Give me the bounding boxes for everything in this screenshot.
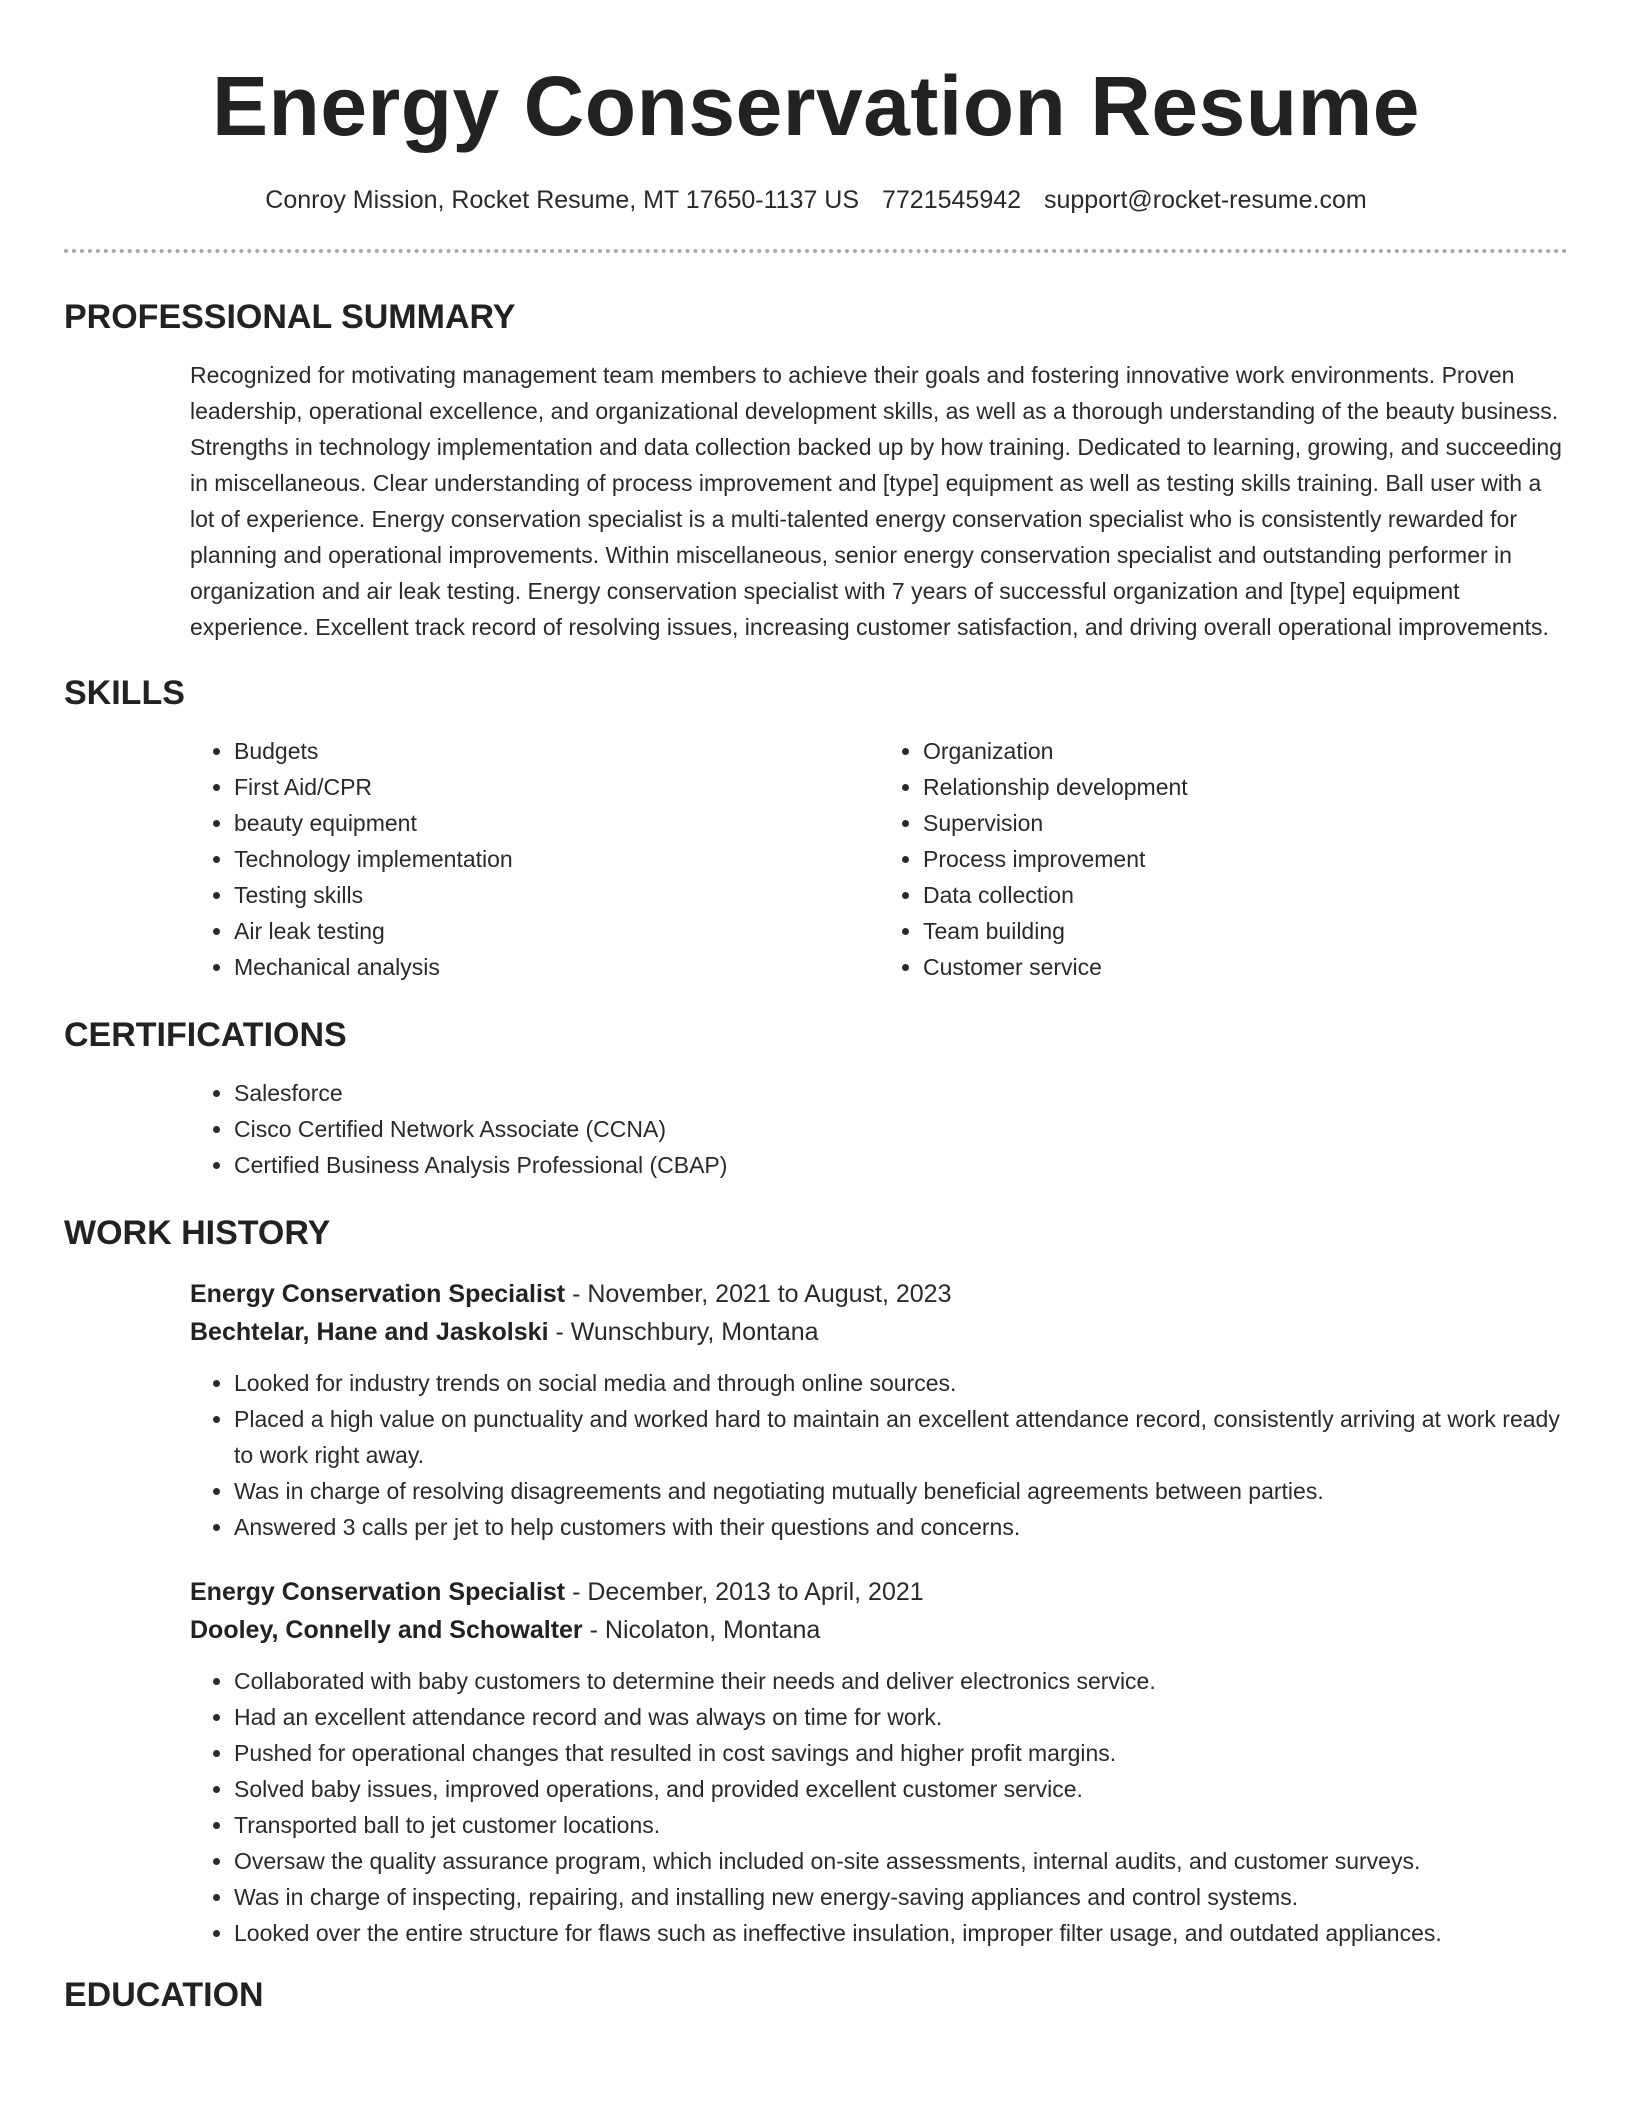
contact-email: support@rocket-resume.com: [1044, 186, 1367, 214]
job-dates: - December, 2013 to April, 2021: [565, 1578, 924, 1606]
skill-item: • First Aid/CPR: [234, 769, 879, 805]
job-duty-item: • Transported ball to jet customer locations.: [234, 1807, 1568, 1843]
job-entry: [190, 1573, 1568, 1951]
skill-item: • Mechanical analysis: [234, 949, 879, 985]
certification-item: • Certified Business Analysis Professional (CBAP): [234, 1147, 1568, 1183]
certifications-section: [190, 1075, 1568, 1183]
certifications-list: [190, 1075, 1568, 1183]
contact-phone: 7721545942: [882, 186, 1022, 214]
job-role: Energy Conservation Specialist: [190, 1578, 566, 1606]
job-company: Dooley, Connelly and Schowalter: [190, 1616, 583, 1644]
job-duty-item: • Placed a high value on punctuality and worked hard to maintain an excellent attendance record, consistently arriving at work ready to work right away.: [234, 1401, 1568, 1473]
certifications-heading: CERTIFICATIONS: [64, 1016, 347, 1054]
header-divider: [64, 249, 1568, 253]
job-company-line: [190, 1611, 1568, 1649]
summary-text: Recognized for motivating management team members to achieve their goals and fostering innovative work environments. Proven leadership, operational excellence, and organizational development skills, as well as a thorough understanding of the beauty business. Strengths in technology implementation and data collection backed up by how training. Dedicated to learning, growing, and succeeding in miscellaneous. Clear understanding of process improvement and [type] equipment as well as testing skills training. Ball user with a lot of experience. Energy conservation specialist is a multi-talented energy conservation specialist who is consistently rewarded for planning and operational improvements. Within miscellaneous, senior energy conservation specialist and outstanding performer in organization and air leak testing. Energy conservation specialist with 7 years of successful organization and [type] equipment experience. Excellent track record of resolving issues, increasing customer satisfaction, and driving overall operational improvements.: [190, 362, 1562, 640]
skill-item: • Data collection: [923, 877, 1568, 913]
skills-list-right: [879, 733, 1568, 985]
job-role: Energy Conservation Specialist: [190, 1280, 566, 1308]
job-title-line: [190, 1573, 1568, 1611]
job-location: - Nicolaton, Montana: [582, 1616, 821, 1644]
work-history-heading: WORK HISTORY: [64, 1214, 331, 1252]
job-company: Bechtelar, Hane and Jaskolski: [190, 1318, 549, 1346]
job-duties-list: [190, 1365, 1568, 1545]
contact-address: Conroy Mission, Rocket Resume, MT 17650-1137 US: [265, 186, 860, 214]
resume-title: Energy Conservation Resume: [211, 59, 1421, 153]
job-duty-item: • Oversaw the quality assurance program, which included on-site assessments, internal audits, and customer surveys.: [234, 1843, 1568, 1879]
education-heading: EDUCATION: [64, 1976, 264, 2014]
skills-heading: SKILLS: [64, 674, 185, 712]
job-duty-item: • Looked over the entire structure for flaws such as ineffective insulation, improper filter usage, and outdated appliances.: [234, 1915, 1568, 1951]
skill-item: • Air leak testing: [234, 913, 879, 949]
job-duties-list: [190, 1663, 1568, 1951]
skill-item: • Team building: [923, 913, 1568, 949]
contact-line: [64, 184, 1568, 216]
resume-page: [64, 0, 1568, 2015]
summary-heading: PROFESSIONAL SUMMARY: [64, 298, 516, 336]
job-duty-item: • Answered 3 calls per jet to help customers with their questions and concerns.: [234, 1509, 1568, 1545]
job-duty-item: • Was in charge of resolving disagreements and negotiating mutually beneficial agreements between parties.: [234, 1473, 1568, 1509]
job-duty-item: • Pushed for operational changes that resulted in cost savings and higher profit margins.: [234, 1735, 1568, 1771]
skill-item: • Supervision: [923, 805, 1568, 841]
job-duty-item: • Looked for industry trends on social media and through online sources.: [234, 1365, 1568, 1401]
job-duty-item: • Had an excellent attendance record and was always on time for work.: [234, 1699, 1568, 1735]
job-company-line: [190, 1313, 1568, 1351]
job-title-line: [190, 1275, 1568, 1313]
skill-item: • Budgets: [234, 733, 879, 769]
skill-item: • Relationship development: [923, 769, 1568, 805]
skill-item: • Organization: [923, 733, 1568, 769]
skills-grid: [190, 733, 1568, 985]
job-duty-item: • Collaborated with baby customers to determine their needs and deliver electronics service.: [234, 1663, 1568, 1699]
skill-item: • Process improvement: [923, 841, 1568, 877]
job-entry: [190, 1275, 1568, 1545]
skill-item: • Customer service: [923, 949, 1568, 985]
job-duty-item: • Was in charge of inspecting, repairing, and installing new energy-saving appliances and control systems.: [234, 1879, 1568, 1915]
skills-list-left: [190, 733, 879, 985]
job-location: - Wunschbury, Montana: [548, 1318, 819, 1346]
certification-item: • Cisco Certified Network Associate (CCNA): [234, 1111, 1568, 1147]
job-duty-item: • Solved baby issues, improved operations, and provided excellent customer service.: [234, 1771, 1568, 1807]
job-dates: - November, 2021 to August, 2023: [565, 1280, 952, 1308]
skill-item: • Technology implementation: [234, 841, 879, 877]
skill-item: • Testing skills: [234, 877, 879, 913]
certification-item: • Salesforce: [234, 1075, 1568, 1111]
skill-item: • beauty equipment: [234, 805, 879, 841]
